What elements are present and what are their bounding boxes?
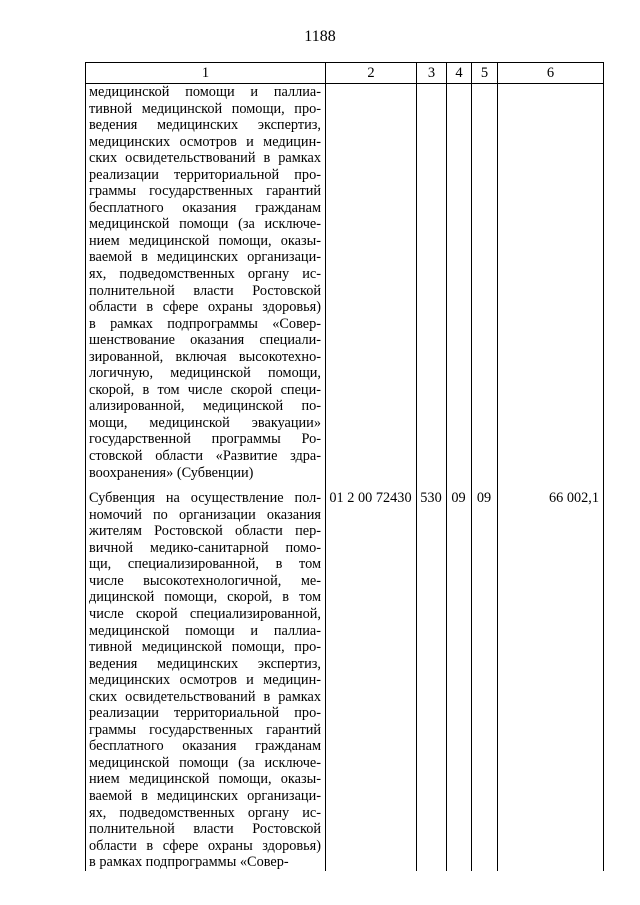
table-header-row	[86, 63, 604, 84]
row-subsection	[472, 84, 498, 482]
description-line: бесплатного оказания гражданам	[89, 738, 321, 755]
description-line: числе высокотехнологичной, ме-	[89, 572, 321, 589]
description-line: зированной, включая высокотехно-	[89, 348, 321, 365]
description-line: тивной медицинской помощи, про-	[89, 100, 321, 117]
row-subsection: 09	[472, 481, 498, 871]
row-description	[86, 481, 326, 871]
row-code	[326, 84, 417, 482]
description-line: ведения медицинских экспертиз,	[89, 655, 321, 672]
description-line: ваемой в медицинских организаци-	[89, 787, 321, 804]
description-line: реализации территориальной про-	[89, 705, 321, 722]
description-line: медицинской помощи и паллиа-	[89, 84, 321, 100]
row-code: 01 2 00 72430	[326, 481, 417, 871]
description-line: ях, подведомственных органу ис-	[89, 266, 321, 283]
description-line: воохранения» (Субвенции)	[89, 464, 254, 481]
description-line: государственной программы Ро-	[89, 431, 321, 448]
header-col-2: 2	[326, 63, 417, 84]
description-line: медицинской помощи и паллиа-	[89, 622, 321, 639]
description-line: логичную, медицинской помощи,	[89, 365, 321, 382]
description-line: полнительной власти Ростовской	[89, 282, 321, 299]
description-line: области в сфере охраны здоровья)	[89, 299, 321, 316]
description-line: стовской области «Развитие здра-	[89, 448, 321, 465]
description-line: ских освидетельствований в рамках	[89, 150, 321, 167]
description-line: полнительной власти Ростовской	[89, 821, 321, 838]
header-col-5: 5	[472, 63, 498, 84]
description-line: реализации территориальной про-	[89, 166, 321, 183]
budget-table	[85, 62, 604, 871]
header-col-6: 6	[498, 63, 604, 84]
description-line: шенствование оказания специали-	[89, 332, 321, 349]
description-line: скорой, в том числе скорой специ-	[89, 381, 321, 398]
row-section	[447, 84, 472, 482]
page-number: 1188	[304, 28, 336, 45]
description-line: числе скорой специализированной,	[89, 605, 321, 622]
description-line: медицинской помощи (за исключе-	[89, 216, 321, 233]
description-line: щи, специализированной, в том	[89, 556, 321, 573]
description-line: ведения медицинских экспертиз,	[89, 117, 321, 134]
description-line: ях, подведомственных органу ис-	[89, 804, 321, 821]
description-line: граммы государственных гарантий	[89, 183, 321, 200]
description-line: нием медицинской помощи, оказы-	[89, 771, 321, 788]
row-description	[86, 84, 326, 482]
description-line: медицинских осмотров и медицин-	[89, 672, 321, 689]
table-row	[86, 84, 604, 482]
description-line: номочий по организации оказания	[89, 506, 321, 523]
description-line: медицинской помощи (за исключе-	[89, 754, 321, 771]
description-line: в рамках подпрограммы «Совер-	[89, 315, 321, 332]
description-line: области в сфере охраны здоровья)	[89, 837, 321, 854]
row-section: 09	[447, 481, 472, 871]
row-amount	[498, 84, 604, 482]
description-line: в рамках подпрограммы «Совер-	[89, 854, 289, 871]
description-line: нием медицинской помощи, оказы-	[89, 232, 321, 249]
description-line: дицинской помощи, скорой, в том	[89, 589, 321, 606]
description-line: ализированной, медицинской по-	[89, 398, 321, 415]
description-line: бесплатного оказания гражданам	[89, 199, 321, 216]
row-type	[417, 84, 447, 482]
description-line: ваемой в медицинских организаци-	[89, 249, 321, 266]
description-line: Субвенция на осуществление пол-	[89, 490, 321, 507]
description-line: граммы государственных гарантий	[89, 721, 321, 738]
header-col-3: 3	[417, 63, 447, 84]
description-line: тивной медицинской помощи, про-	[89, 639, 321, 656]
description-line: мощи, медицинской эвакуации»	[89, 414, 321, 431]
header-col-1: 1	[86, 63, 326, 84]
description-line: вичной медико-санитарной помо-	[89, 539, 321, 556]
header-col-4: 4	[447, 63, 472, 84]
description-line: медицинских осмотров и медицин-	[89, 133, 321, 150]
row-amount: 66 002,1	[498, 481, 604, 871]
description-line: жителям Ростовской области пер-	[89, 523, 321, 540]
table-row	[86, 481, 604, 871]
description-line: ских освидетельствований в рамках	[89, 688, 321, 705]
row-type: 530	[417, 481, 447, 871]
